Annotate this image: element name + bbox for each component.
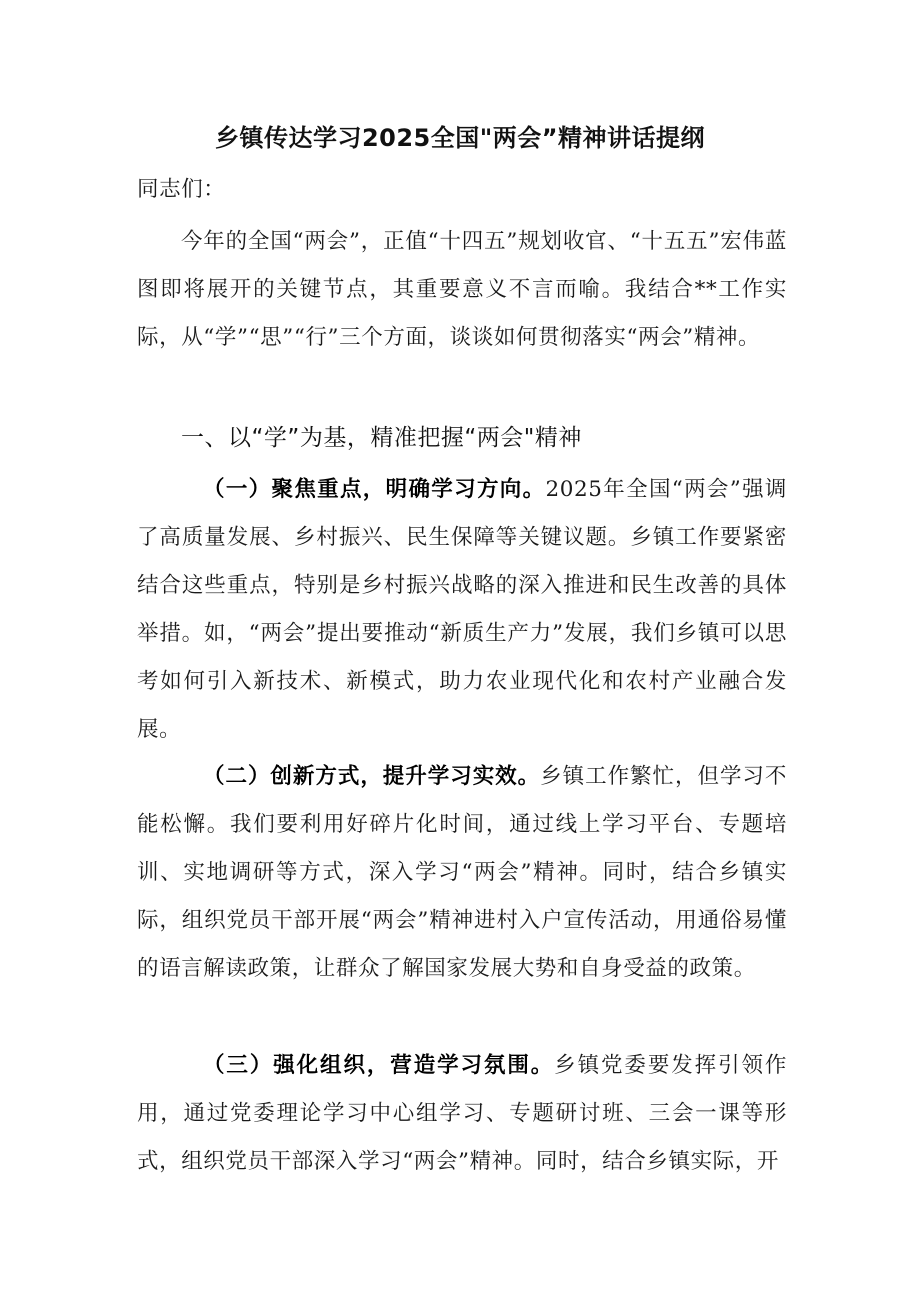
paragraph-text: 乡镇工作繁忙，但学习不能松懈。我们要利用好碎片化时间，通过线上学习平台、专题培训、实地调研等方式，深入学习“两会”精神。同时，结合乡镇实际，组织党员干部开展“两会”精神进村入户宣传活动，用通俗易懂的语言解读政策，让群众了解国家发展大势和自身受益的政策。 [137,764,787,981]
paragraph-lead: （二）创新方式，提升学习实效。 [203,764,541,789]
paragraph-text: 乡镇党委要发挥引领作用，通过党委理论学习中心组学习、专题研讨班、三会一课等形式，组织党员干部深入学习“两会”精神。同时，结合乡镇实际，开 [137,1053,787,1174]
document-title: 乡镇传达学习2025全国"两会”精神讲话提纲 [214,124,706,152]
paragraph-item-2 [137,753,787,993]
paragraph-item-3 [137,1042,787,1186]
paragraph-text: 2025年全国“两会”强调了高质量发展、乡村振兴、民生保障等关键议题。乡镇工作要紧密结合这些重点，特别是乡村振兴战略的深入推进和民生改善的具体举措。如，“两会”提出要推动“新质生产力”发展，我们乡镇可以思考如何引入新技术、新模式，助力农业现代化和农村产业融合发展。 [137,477,787,742]
intro-paragraph: 今年的全国“两会”，正值“十四五”规划收官、“十五五”宏伟蓝图即将展开的关键节点，其重要意义不言而喻。我结合**工作实际，从“学”“思”“行”三个方面，谈谈如何贯彻落实“两会”精神。 [137,229,787,350]
paragraph-lead: （三）强化组织，营造学习氛围。 [203,1053,555,1078]
paragraph-item-1 [137,466,787,754]
salutation: 同志们： [137,177,226,202]
section-heading: 一、以“学”为基，精准把握“两会"精神 [181,425,582,451]
paragraph-lead: （一）聚焦重点，明确学习方向。 [203,477,546,502]
